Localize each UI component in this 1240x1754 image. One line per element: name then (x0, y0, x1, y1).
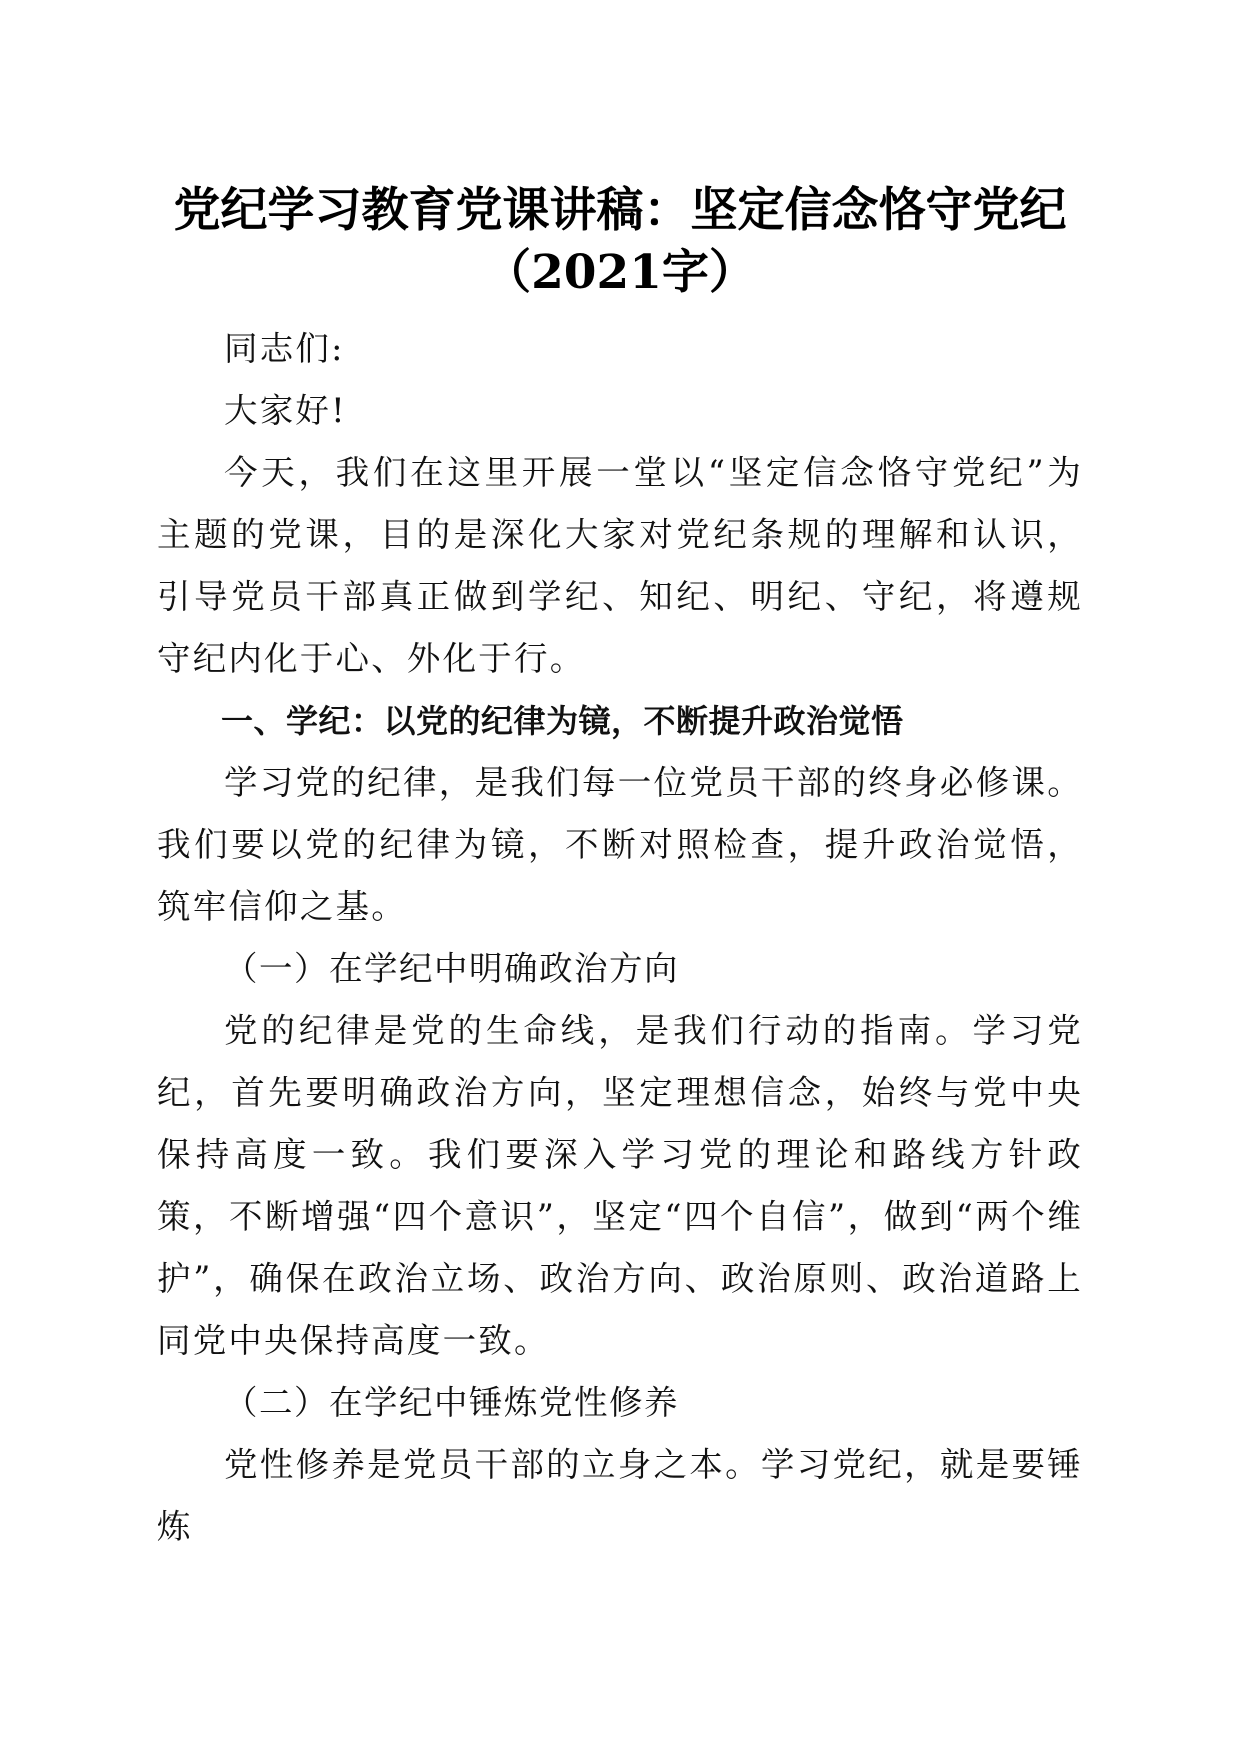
salutation: 同志们: (224, 329, 345, 368)
subsection-2-paragraph: 党性修养是党员干部的立身之本。学习党纪，就是要锤炼 (157, 1445, 1083, 1546)
subsection-heading-1: （一）在学纪中明确政治方向 (224, 949, 679, 988)
section-heading-1: 一、学纪：以党的纪律为镜，不断提升政治觉悟 (221, 702, 904, 740)
subsection-heading-2: （二）在学纪中锤炼党性修养 (224, 1383, 679, 1422)
greeting: 大家好! (224, 391, 347, 430)
subsection-1-paragraph: 党的纪律是党的生命线，是我们行动的指南。学习党纪，首先要明确政治方向，坚定理想信念，始终与党中央保持高度一致。我们要深入学习党的理论和路线方针政策，不断增强“四个意识”，坚定“四个自信”，做到“两个维护”，确保在政治立场、政治方向、政治原则、政治道路上同党中央保持高度一致。 (157, 1011, 1083, 1360)
document-body (157, 318, 1083, 1558)
document-word-count: （2021字） (484, 245, 756, 300)
section-1-paragraph: 学习党的纪律，是我们每一位党员干部的终身必修课。我们要以党的纪律为镜，不断对照检查，提升政治觉悟，筑牢信仰之基。 (157, 763, 1083, 926)
intro-paragraph: 今天，我们在这里开展一堂以“坚定信念恪守党纪”为主题的党课，目的是深化大家对党纪条规的理解和认识，引导党员干部真正做到学纪、知纪、明纪、守纪，将遵规守纪内化于心、外化于行。 (157, 453, 1083, 678)
document-title: 党纪学习教育党课讲稿：坚定信念恪守党纪 (173, 183, 1067, 238)
